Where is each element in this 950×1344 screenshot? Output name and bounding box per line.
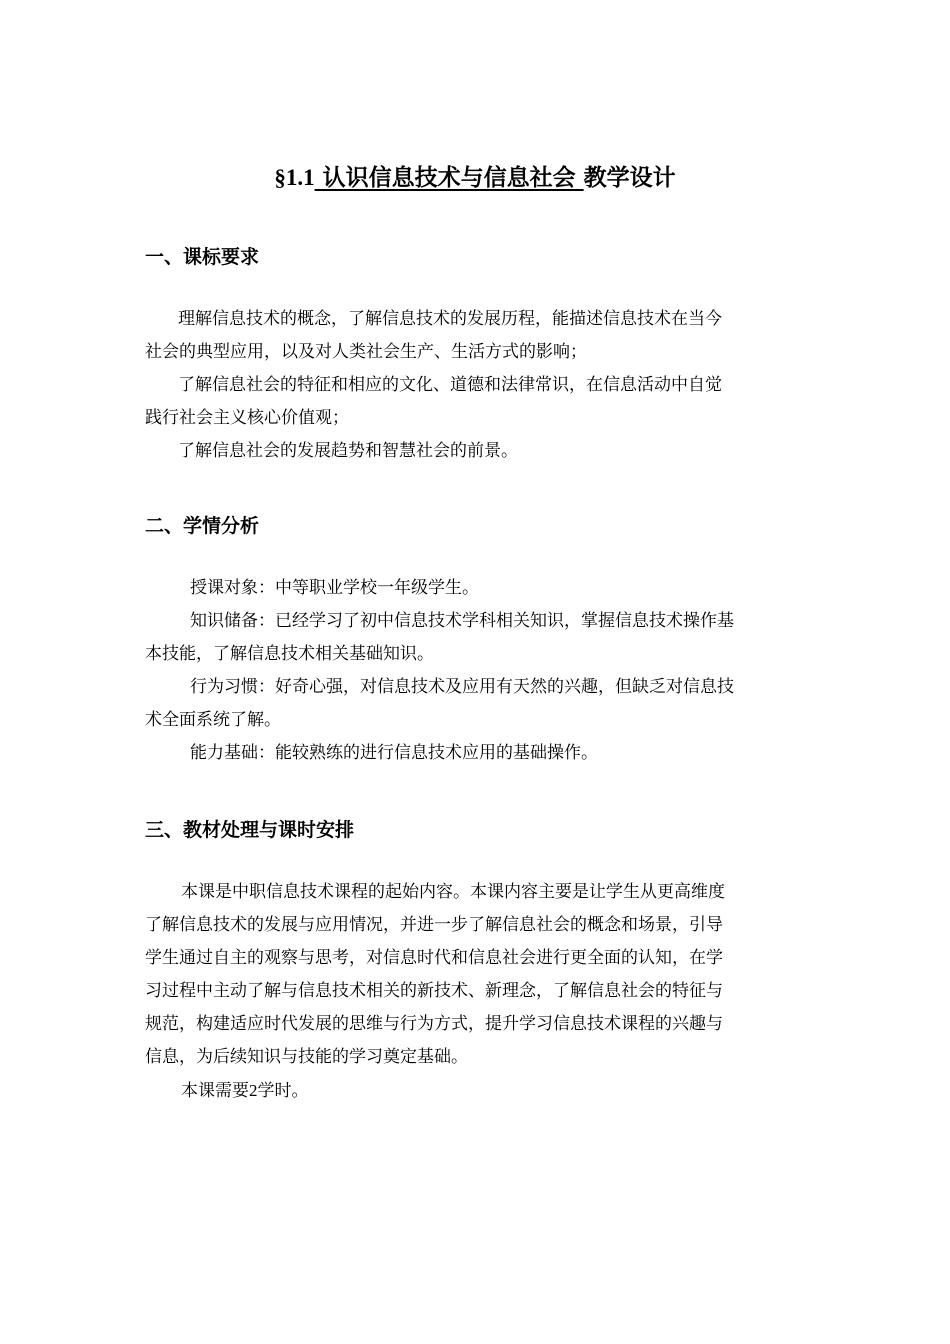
- class-hours-suffix: 学时。: [257, 1081, 309, 1101]
- class-hours-prefix: 本课需要: [181, 1081, 249, 1101]
- paragraph-line: 社会的典型应用，以及对人类社会生产、生活方式的影响；: [145, 342, 587, 362]
- title-topic: 认识信息技术与信息社会: [314, 165, 584, 191]
- title-suffix: 教学设计: [583, 165, 676, 191]
- paragraph-line: 行为习惯：好奇心强，对信息技术及应用有天然的兴趣，但缺乏对信息技: [190, 677, 734, 697]
- section-body-curriculum: [145, 303, 805, 468]
- section-body-materials-schedule: [145, 876, 805, 1107]
- section-body-student-analysis: [145, 572, 805, 770]
- paragraph-line: 理解信息技术的概念，了解信息技术的发展历程，能描述信息技术在当今: [178, 309, 722, 329]
- paragraph-line: 知识储备：已经学习了初中信息技术学科相关知识，掌握信息技术操作基: [190, 611, 734, 631]
- paragraph-line: 了解信息社会的发展趋势和智慧社会的前景。: [178, 441, 518, 461]
- paragraph-line: 授课对象：中等职业学校一年级学生。: [190, 578, 479, 598]
- document-title: [0, 160, 950, 196]
- paragraph-line: 了解信息社会的特征和相应的文化、道德和法律常识，在信息活动中自觉: [178, 375, 722, 395]
- paragraph-line: 信息，为后续知识与技能的学习奠定基础。: [145, 1047, 468, 1067]
- section-heading-curriculum: 一、课标要求: [145, 246, 260, 268]
- paragraph-line: 术全面系统了解。: [145, 710, 281, 730]
- paragraph-line: 了解信息技术的发展与应用情况，并进一步了解信息社会的概念和场景，引导: [145, 915, 723, 935]
- paragraph-line: 本技能，了解信息技术相关基础知识。: [145, 644, 434, 664]
- paragraph-line: 规范，构建适应时代发展的思维与行为方式，提升学习信息技术课程的兴趣与: [145, 1014, 723, 1034]
- section-heading-materials-schedule: 三、教材处理与课时安排: [145, 819, 355, 841]
- title-section-number: §1.1: [274, 165, 315, 190]
- paragraph-line: 学生通过自主的观察与思考，对信息时代和信息社会进行更全面的认知，在学: [145, 948, 723, 968]
- paragraph-line: 能力基础：能较熟练的进行信息技术应用的基础操作。: [190, 743, 598, 763]
- paragraph-line: 践行社会主义核心价值观；: [145, 408, 349, 428]
- class-hours-line: [145, 1074, 805, 1107]
- paragraph-line: 本课是中职信息技术课程的起始内容。本课内容主要是让学生从更高维度: [181, 882, 725, 902]
- section-heading-student-analysis: 二、学情分析: [145, 515, 260, 537]
- class-hours-value: 2: [249, 1081, 258, 1100]
- paragraph-line: 习过程中主动了解与信息技术相关的新技术、新理念，了解信息社会的特征与: [145, 981, 723, 1001]
